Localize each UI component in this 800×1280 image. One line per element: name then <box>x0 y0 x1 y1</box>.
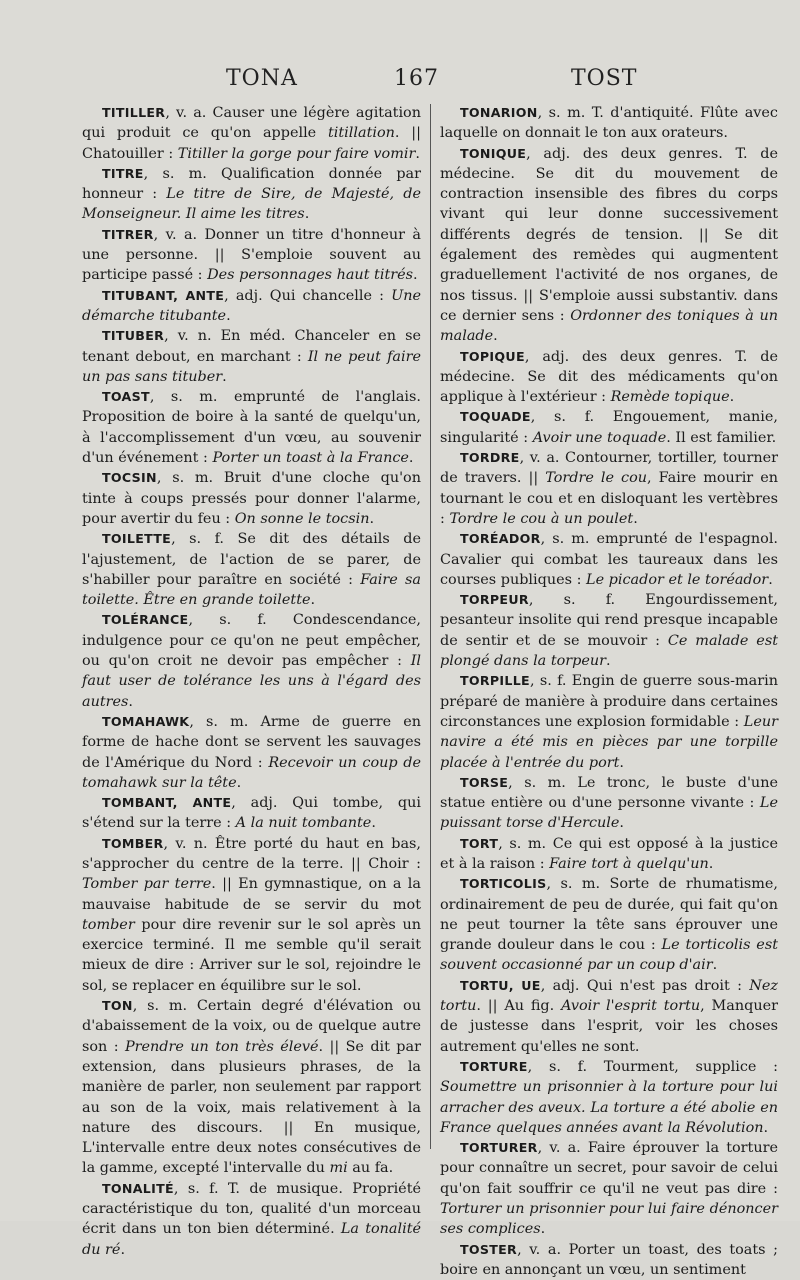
entry-definition: , v. a. Causer une légère agitation qui produit ce qu'on appelle <box>82 105 421 142</box>
entry-definition: , s. m. Le tronc, le buste d'une statue entière ou d'une personne vivante : <box>440 774 778 812</box>
entry-example: Ce malade est plongé dans la torpeur <box>440 632 778 670</box>
entry-example: Torturer un prisonnier pour lui faire dénoncer ses complices <box>440 1201 778 1238</box>
entry-definition: . <box>768 571 773 588</box>
dictionary-entry <box>82 996 421 1179</box>
entry-example: tomber <box>82 916 135 933</box>
column-divider <box>430 104 431 1149</box>
entry-headword: TOMBER <box>102 835 164 851</box>
entry-definition: , adj. Qui n'est pas droit : <box>540 977 750 994</box>
dictionary-entry <box>82 103 421 164</box>
entry-example: Tomber par terre <box>82 876 212 893</box>
dictionary-entry <box>82 225 421 286</box>
entry-definition: , v. a. Donner un titre d'honneur à une personne. || S'emploie souvent au participe passé : <box>82 226 421 284</box>
entry-definition: . <box>371 815 376 832</box>
entry-definition: . <box>222 368 227 385</box>
entry-definition: , adj. Qui tombe, qui s'étend sur la terre : <box>82 795 421 832</box>
dictionary-entry <box>440 144 778 347</box>
entry-example: Le picador et le toréador <box>586 571 769 588</box>
entry-example: A la nuit tombante <box>235 815 372 832</box>
dictionary-entry <box>82 468 421 529</box>
entry-example: Porter un toast à la France <box>212 450 409 467</box>
entry-headword: TOMBANT, ANTE <box>102 795 232 811</box>
entry-definition: , s. f. Engouement, manie, singularité : <box>440 409 778 446</box>
entry-definition: . <box>729 389 735 406</box>
entry-example: Prendre un ton très élevé <box>124 1038 319 1055</box>
entry-example: On sonne le tocsin <box>234 510 370 527</box>
entry-definition: . <box>712 957 718 974</box>
entry-definition: , s. m. Qualification donnée par honneur : <box>82 165 421 203</box>
entry-example: La tonalité du ré <box>82 1221 421 1258</box>
dictionary-entry <box>440 976 778 1057</box>
entry-headword: TORDRE <box>460 450 520 466</box>
entry-definition: . <box>633 510 638 527</box>
entry-example: Faire sa toilette. Être en grande toilette <box>82 571 422 609</box>
entry-definition: . Il est familier. <box>666 429 777 446</box>
entry-definition: , s. f. Se dit des détails de l'ajustement, de l'action de se parer, de s'habiller pour paraître en société : <box>82 531 421 588</box>
entry-headword: TORT <box>460 835 499 851</box>
entry-definition: . <box>310 592 316 609</box>
entry-headword: TOCSIN <box>102 470 157 486</box>
entry-definition: , v. a. Porter un toast, des toats ; boire en annonçant un vœu, un sentiment <box>440 1241 778 1278</box>
entry-headword: TOSTER <box>460 1241 518 1257</box>
entry-headword: TONARION <box>460 105 538 120</box>
entry-definition: , adj. des deux genres. T. de médecine. Se dit du mouvement de contraction insensible des fibres du corps vivant qui leur donne successivement différents degrés de tension. || Se dit également des remèdes qui augmentent graduellement l'activité de nos organes, de nos tissus. || S'emploie aussi substantiv. dans ce dernier sens : <box>440 145 778 324</box>
entry-headword: TORSE <box>460 774 509 790</box>
entry-definition: , Faire mourir en tournant le cou et en disloquant les vertèbres : <box>440 470 778 527</box>
entry-headword: TOMAHAWK <box>102 713 190 729</box>
entry-definition: , s. m. emprunté de l'espagnol. Cavalier qui combat les taureaux dans les courses publiques : <box>440 531 778 588</box>
entry-headword: TORÉADOR <box>460 531 541 547</box>
entry-definition: . || En gymnastique, on a la mauvaise habitude de se servir du mot <box>82 876 421 913</box>
entry-definition: . <box>493 328 498 345</box>
entry-definition: . <box>415 145 420 162</box>
dictionary-entry <box>82 1179 421 1260</box>
entry-example: Le puissant torse d'Hercule <box>440 795 778 832</box>
header-right-guide-word: TOST <box>571 66 638 91</box>
entry-example: Tordre le cou à un poulet <box>449 510 634 527</box>
dictionary-entry <box>440 407 778 448</box>
entry-definition: , s. f. Condescendance, indulgence pour ce qu'on ne peut empêcher, ou qu'on croit ne devoir pas empêcher : <box>82 612 421 670</box>
entry-headword: TON <box>102 998 133 1014</box>
entry-definition: . <box>408 450 414 467</box>
dictionary-entry <box>440 103 778 144</box>
dictionary-entry <box>82 286 421 327</box>
entry-definition: . <box>226 307 231 324</box>
entry-definition: , v. n. En méd. Chanceler en se tenant debout, en marchant : <box>82 328 421 365</box>
entry-headword: TITUBANT, ANTE <box>102 287 225 303</box>
entry-definition: . <box>763 1119 769 1136</box>
entry-headword: TORTU, UE <box>460 977 541 993</box>
entry-example: Soumettre un prisonnier à la torture pour lui arracher des aveux. La torture a été abolie en France quelques années avant la Révolution <box>440 1079 778 1136</box>
entry-definition: . <box>120 1241 126 1258</box>
entry-headword: TOILETTE <box>102 531 172 547</box>
entry-example: mi <box>329 1160 348 1177</box>
entry-definition: . <box>619 754 624 771</box>
dictionary-entry <box>440 874 778 975</box>
entry-definition: , s. f. T. de musique. Propriété caractéristique du ton, qualité d'un morceau écrit dans un ton bien déterminé. <box>82 1180 421 1238</box>
entry-definition: . || Au fig. <box>476 998 562 1015</box>
dictionary-entry <box>82 529 421 610</box>
dictionary-entry <box>440 1240 778 1280</box>
dictionary-entry <box>82 712 421 793</box>
entry-definition: . <box>369 510 375 527</box>
entry-definition: pour dire revenir sur le sol après un exercice terminé. Il me semble qu'il serait mieux de dire : Arriver sur le sol, rejoindre le sol, se replacer en équilibre sur le sol. <box>82 916 421 994</box>
dictionary-entry <box>440 773 778 834</box>
entry-definition: , s. m. Sorte de rhumatisme, ordinairement de peu de durée, qui fait qu'on ne peut tourner la tête sans éprouver une grande douleur dans le cou : <box>440 876 778 954</box>
entry-example: Avoir l'esprit tortu <box>561 998 701 1015</box>
entry-definition: , s. m. Ce qui est opposé à la justice et à la raison : <box>440 835 778 872</box>
dictionary-entry <box>82 834 421 996</box>
entry-headword: TOLÉRANCE <box>102 612 189 628</box>
entry-definition: , adj. Qui chancelle : <box>224 287 392 304</box>
entry-example: Ordonner des toniques à un malade <box>440 307 778 345</box>
entry-headword: TORPILLE <box>460 673 530 689</box>
entry-definition: , s. m. emprunté de l'anglais. Proposition de boire à la santé de quelqu'un, à l'accomplissement d'un vœu, au souvenir d'un événement : <box>82 389 421 467</box>
entry-headword: TITUBER <box>102 328 165 344</box>
entry-definition: . <box>236 774 242 791</box>
entry-definition: , s. m. Bruit d'une cloche qu'on tinte à coups pressés pour donner l'alarme, pour avertir du feu : <box>82 470 421 527</box>
right-column <box>440 103 778 1280</box>
page-number: 167 <box>394 66 439 91</box>
entry-headword: TITILLER <box>102 105 166 120</box>
entry-definition: . || Chatouiller : <box>82 125 421 162</box>
entry-headword: TORTICOLIS <box>460 876 547 892</box>
entry-definition: , s. f. Engin de guerre sous-marin préparé de manière à produire dans certaines circonstances une explosion formidable : <box>440 673 778 730</box>
entry-definition: . <box>606 653 611 670</box>
dictionary-entry <box>440 1057 778 1138</box>
entry-example: Faire tort à quelqu'un <box>549 855 709 872</box>
entry-definition: , s. f. Tourment, supplice : <box>527 1058 778 1075</box>
entry-example: Une démarche titubante <box>82 287 421 324</box>
entry-example: Titiller la gorge pour faire vomir <box>177 145 416 162</box>
entry-definition: , s. f. Engourdissement, pesanteur insolite qui rend presque incapable de sentir et de se mouvoir : <box>440 592 778 649</box>
entry-definition: , s. m. T. d'antiquité. Flûte avec laquelle on donnait le ton aux orateurs. <box>440 105 778 142</box>
dictionary-entry <box>440 590 778 671</box>
dictionary-entry <box>82 793 421 834</box>
entry-example: Nez tortu <box>440 977 778 1015</box>
entry-headword: TORTURER <box>460 1140 538 1156</box>
running-header <box>0 66 800 102</box>
entry-definition: , adj. des deux genres. T. de médecine. Se dit des médicaments qu'on applique à l'extérieur : <box>440 348 778 406</box>
entry-definition: . <box>413 267 418 284</box>
entry-example: Le torticolis est souvent occasionné par un coup d'air <box>440 937 778 974</box>
entry-definition: . || Se dit par extension, dans plusieurs phrases, de la manière de parler, non seulement par rapport au son de la voix, mais relativement à la nature des discours. || En musique, L'intervalle entre deux notes consécutives de la gamme, excepté l'intervalle du <box>82 1038 421 1177</box>
dictionary-entry <box>440 671 778 772</box>
entry-example: titillation <box>328 125 395 142</box>
entry-definition: , v. a. Contourner, tortiller, tourner de travers. || <box>440 450 778 487</box>
dictionary-entry <box>82 610 421 711</box>
dictionary-entry <box>82 164 421 225</box>
dictionary-entry <box>82 326 421 387</box>
entry-example: Tordre le cou <box>545 470 648 487</box>
dictionary-entry <box>440 1138 778 1239</box>
header-left-guide-word: TONA <box>226 66 298 91</box>
entry-definition: , Manquer de justesse dans l'esprit, voir les choses autrement qu'elles ne sont. <box>440 998 779 1055</box>
entry-example: Le titre de Sire, de Majesté, de Monseigneur. Il aime les titres <box>82 186 422 223</box>
entry-example: Recevoir un coup de tomahawk sur la tête <box>82 754 421 791</box>
entry-definition: . <box>619 815 624 832</box>
dictionary-entry <box>440 529 778 590</box>
entry-example: Il ne peut faire un pas sans tituber <box>82 348 421 385</box>
entry-definition: . <box>304 206 310 223</box>
entry-headword: TORPEUR <box>460 592 529 608</box>
entry-definition: , s. m. Arme de guerre en forme de hache dont se servent les sauvages de l'Amérique du Nord : <box>82 713 421 771</box>
dictionary-entry <box>440 347 778 408</box>
entry-definition: . <box>708 855 714 872</box>
entry-headword: TOPIQUE <box>460 348 525 364</box>
entry-definition: au fa. <box>347 1160 394 1177</box>
entry-example: Avoir une toquade <box>532 429 667 446</box>
dictionary-entry <box>82 387 421 468</box>
entry-headword: TONALITÉ <box>102 1180 174 1196</box>
entry-definition: , v. n. Être porté du haut en bas, s'approcher du centre de la terre. || Choir : <box>82 835 421 872</box>
entry-definition: . <box>540 1221 546 1238</box>
entry-example: Des personnages haut titrés <box>207 267 414 284</box>
entry-definition: , v. a. Faire éprouver la torture pour connaître un secret, pour savoir de celui qu'on fait souffrir ce qu'il ne veut pas dire : <box>440 1140 778 1197</box>
entry-definition: , s. m. Certain degré d'élévation ou d'abaissement de la voix, ou de quelque autre son : <box>82 998 421 1055</box>
entry-definition: . <box>128 693 133 710</box>
entry-headword: TOAST <box>102 389 150 405</box>
entry-headword: TOQUADE <box>460 409 531 425</box>
entry-headword: TONIQUE <box>460 145 527 161</box>
entry-headword: TITRE <box>102 165 144 181</box>
entry-example: Leur navire a été mis en pièces par une torpille placée à l'entrée du port <box>440 713 778 771</box>
entry-headword: TORTURE <box>460 1058 528 1074</box>
entry-example: Remède topique <box>610 389 730 406</box>
dictionary-entry <box>440 448 778 529</box>
entry-example: Il faut user de tolérance les uns à l'égard des autres <box>82 653 421 710</box>
entry-headword: TITRER <box>102 226 154 242</box>
left-column <box>82 103 421 1260</box>
dictionary-entry <box>440 834 778 875</box>
